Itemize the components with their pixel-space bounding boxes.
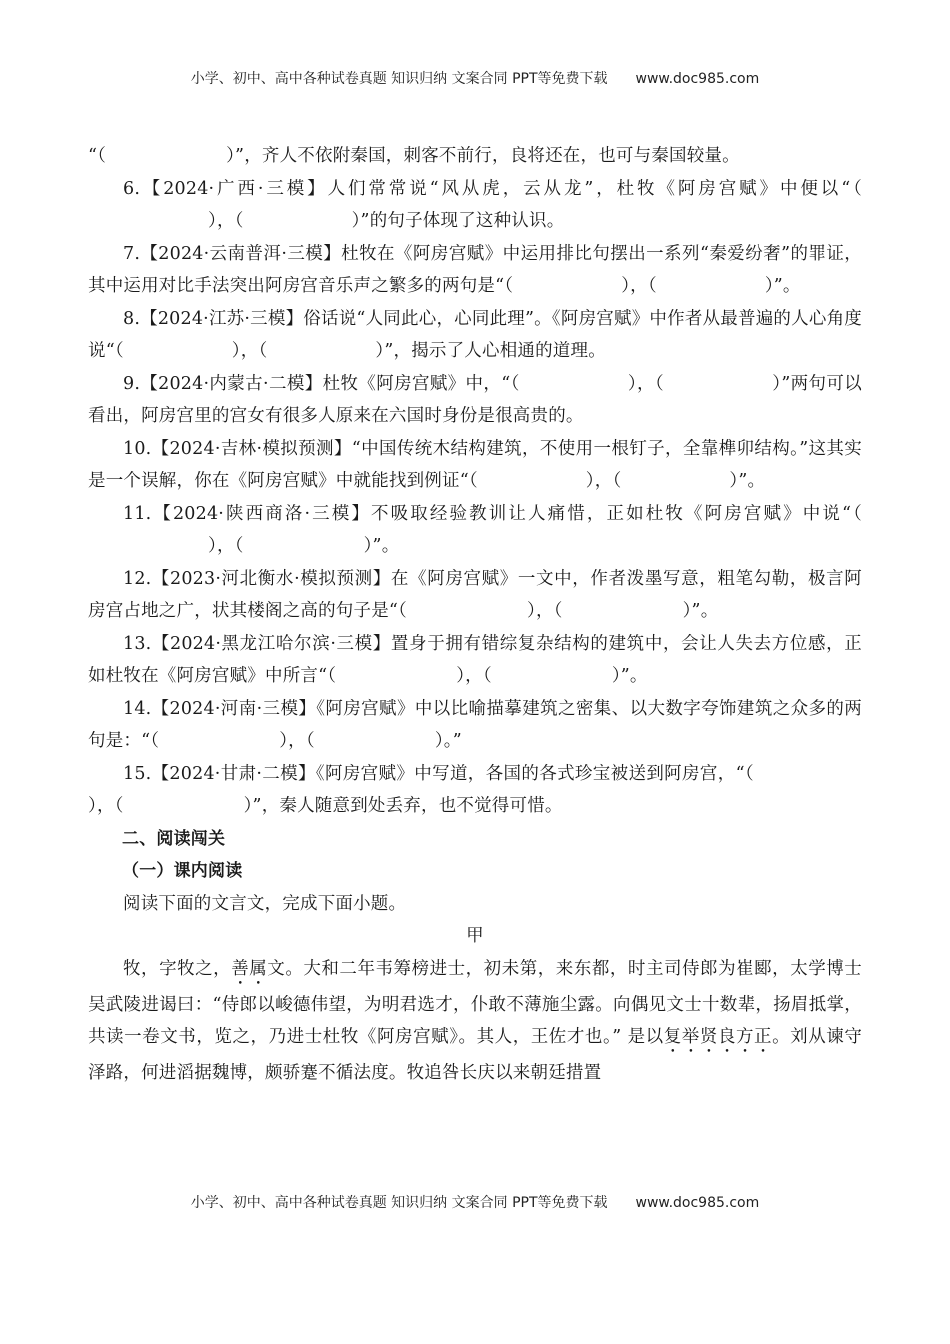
q15-end: ）”，秦人随意到处丢弃，也不觉得可惜。 [243, 796, 563, 816]
q7-text: 7.【2024·云南普洱·三模】杜牧在《阿房宫赋》中运用排比句摆出一系列“秦爱纷奢”的罪证，其中运用对比手法突出阿房宫音乐声之繁多的两句是“（ [88, 243, 862, 296]
passage-emphasis: 复举贤良方正 [663, 1027, 773, 1047]
section-heading-reading: 二、阅读闯关 [122, 828, 226, 849]
q6-mid: ），（ [208, 211, 244, 231]
q6-end: ）”的句子体现了这种认识。 [351, 211, 565, 231]
question-5-tail [88, 140, 862, 173]
question-8 [88, 303, 862, 368]
q12-text: 12.【2023·河北衡水·模拟预测】在《阿房宫赋》一文中，作者泼墨写意，粗笔勾勒，极言阿房宫占地之广，状其楼阁之高的句子是“（ [88, 568, 862, 621]
passage-paragraph [88, 953, 862, 1090]
footer-text: 小学、初中、高中各种试卷真题 知识归纳 文案合同 PPT等免费下载 [190, 1195, 608, 1211]
page-footer [0, 1192, 950, 1212]
q11-end: ）”。 [363, 536, 400, 556]
q11-mid: ），（ [208, 536, 244, 556]
q8-end: ）”，揭示了人心相通的道理。 [375, 341, 606, 361]
q9-text: 9.【2024·内蒙古·二模】杜牧《阿房宫赋》中，“（ [123, 373, 520, 394]
q6-open: “（ [841, 178, 862, 199]
page-content [88, 140, 862, 1090]
q15-text: 15.【2024·甘肃·二模】《阿房宫赋》中写道，各国的各式珍宝被送到阿房宫，“（ [123, 763, 754, 784]
header-site: www.doc985.com [635, 71, 760, 87]
question-13 [88, 628, 862, 693]
q13-mid: ），（ [456, 666, 492, 686]
q9-mid: ），（ [627, 373, 665, 394]
q10-text: 10.【2024·吉林·模拟预测】“中国传统木结构建筑，不使用一根钉子，全靠榫卯结构。”这其实是一个误解，你在《阿房宫赋》中就能找到例证“（ [88, 438, 862, 491]
footer-site: www.doc985.com [635, 1195, 760, 1211]
q15-mid: ），（ [88, 796, 124, 816]
passage-text: 文。大和二年韦筹榜进士，初未第，来东都，时主司侍郎为崔郾，太学博士吴武陵进谒曰：“侍郎以峻德伟望，为明君选才，仆敢不薄施尘露。向偶见文士十数辈，扬眉抵掌，共读一卷文书，览之，乃进士杜牧《阿房宫赋》。其人，王佐才也。” 是以 [88, 958, 863, 1047]
q8-text: 8.【2024·江苏·三模】俗话说“人同此心，心同此理”。《阿房宫赋》中作者从最普遍的人心角度说“（ [88, 308, 862, 361]
q14-text: 14.【2024·河南·三模】《阿房宫赋》中以比喻描摹建筑之密集、以大数字夸饰建筑之众多的两句是：“（ [88, 698, 862, 751]
header-text: 小学、初中、高中各种试卷真题 知识归纳 文案合同 PPT等免费下载 [190, 71, 608, 87]
question-6 [88, 173, 862, 238]
question-15 [88, 758, 862, 823]
q12-mid: ），（ [527, 601, 563, 621]
q10-mid: ），（ [585, 471, 622, 491]
question-11 [88, 498, 862, 563]
q8-mid: ），（ [231, 341, 268, 361]
question-12 [88, 563, 862, 628]
passage-text: 。刘从谏守泽路，何进滔据魏博，颇骄蹇不循法度。牧追咎长庆以来朝廷措置 [88, 1027, 863, 1083]
q11-text: 11.【2024·陕西商洛·三模】不吸取经验教训让人痛惜，正如杜牧《阿房宫赋》中说 [123, 503, 842, 524]
subsection-heading-in-class: （一）课内阅读 [122, 861, 243, 881]
passage-title: 甲 [466, 926, 484, 946]
q13-end: ）”。 [611, 666, 648, 686]
question-14 [88, 693, 862, 758]
passage-text: 牧，字牧之， [123, 958, 232, 979]
question-7 [88, 238, 862, 303]
q13-text: 13.【2024·黑龙江哈尔滨·三模】置身于拥有错综复杂结构的建筑中，会让人失去方位感，正如杜牧在《阿房宫赋》中所言“（ [88, 633, 862, 686]
reading-instruction: 阅读下面的文言文，完成下面小题。 [123, 893, 407, 914]
q7-end: ）”。 [764, 276, 801, 296]
q14-mid: ），（ [279, 731, 315, 751]
page-header [0, 68, 950, 88]
q11-open: “（ [841, 503, 862, 524]
passage-emphasis: 善属 [231, 958, 268, 979]
q7-mid: ），（ [621, 276, 657, 296]
question-10 [88, 433, 862, 498]
q10-end: ）”。 [729, 471, 766, 491]
q9-end: ）”两句可以看出，阿房宫里的宫女有很多人原来在六国时身份是很高贵的。 [88, 373, 862, 426]
q5-pre: “（ [88, 146, 107, 166]
question-9 [88, 368, 862, 433]
q14-end: ）。” [434, 731, 462, 751]
q5-post: ）”，齐人不依附秦国，刺客不前行，良将还在，也可与秦国较量。 [226, 146, 740, 166]
q6-text: 6.【2024·广西·三模】人们常常说“风从虎，云从龙”，杜牧《阿房宫赋》中便以 [123, 178, 842, 199]
q12-end: ）”。 [682, 601, 719, 621]
